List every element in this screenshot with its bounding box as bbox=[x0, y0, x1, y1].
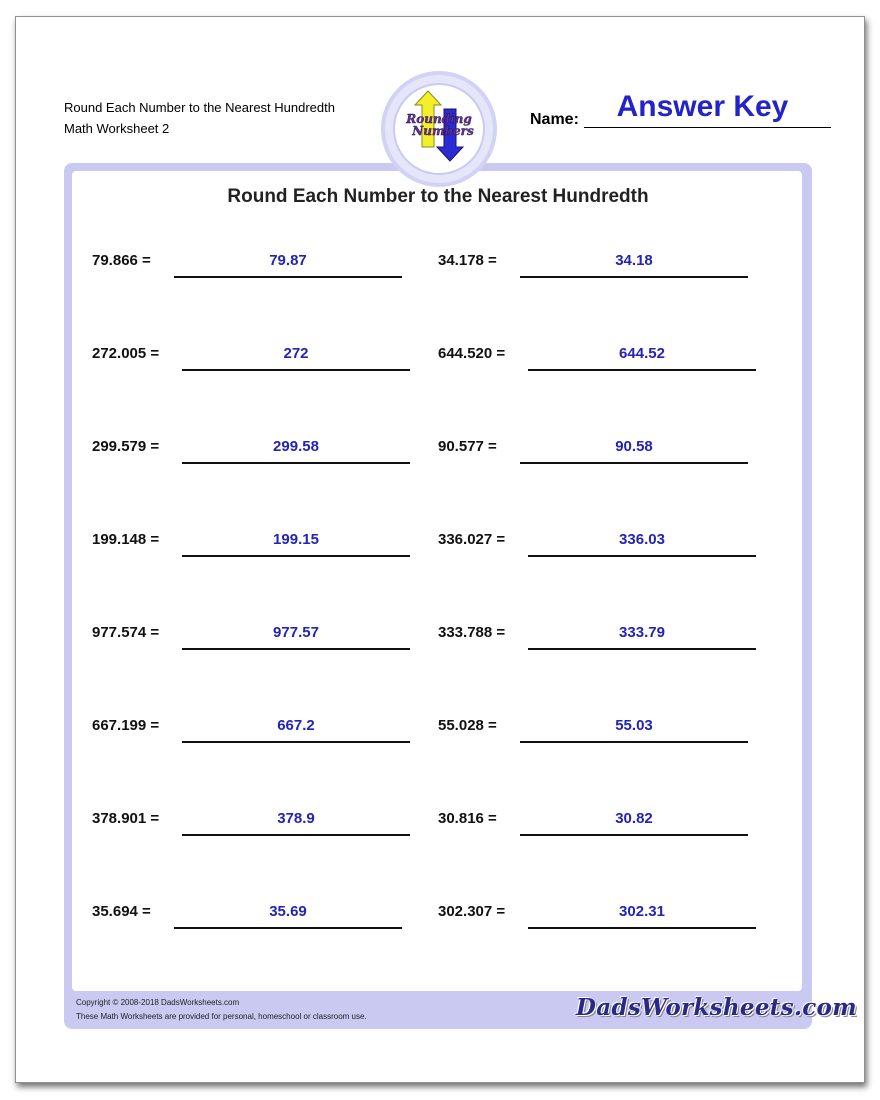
answer-line-left-7 bbox=[182, 834, 410, 836]
header-title-line2: Math Worksheet 2 bbox=[64, 121, 170, 136]
answer-line-left-6 bbox=[182, 741, 410, 743]
answer-left-3: 299.58 bbox=[273, 438, 319, 455]
problem-left-3: 299.579 = bbox=[92, 438, 160, 455]
problem-right-6: 55.028 = bbox=[438, 717, 497, 734]
answer-line-right-1 bbox=[520, 276, 748, 278]
header-title bbox=[64, 97, 335, 139]
answer-right-1: 34.18 bbox=[615, 252, 653, 269]
worksheet-frame bbox=[64, 163, 812, 1029]
problem-left-7: 378.901 = bbox=[92, 810, 160, 827]
answer-left-7: 378.9 bbox=[277, 810, 315, 827]
answer-line-right-7 bbox=[520, 834, 748, 836]
answer-line-right-6 bbox=[520, 741, 748, 743]
answer-line-right-4 bbox=[528, 555, 756, 557]
answer-right-5: 333.79 bbox=[619, 624, 665, 641]
problem-right-4: 336.027 = bbox=[438, 531, 506, 548]
name-label: Name: bbox=[530, 111, 579, 128]
answer-line-right-8 bbox=[528, 927, 756, 929]
answer-left-8: 35.69 bbox=[269, 903, 307, 920]
dadsworksheets-brand-logo: DadsWorksheets.com bbox=[576, 994, 857, 1021]
answer-left-5: 977.57 bbox=[273, 624, 319, 641]
answer-line-right-3 bbox=[520, 462, 748, 464]
problem-left-8: 35.694 = bbox=[92, 903, 151, 920]
answer-line-left-2 bbox=[182, 369, 410, 371]
logo-text-line1: Rounding bbox=[406, 112, 472, 126]
worksheet-frame-inner bbox=[72, 171, 802, 991]
problem-right-5: 333.788 = bbox=[438, 624, 506, 641]
answer-right-6: 55.03 bbox=[615, 717, 653, 734]
name-line bbox=[584, 127, 831, 128]
answer-left-6: 667.2 bbox=[277, 717, 315, 734]
problem-right-3: 90.577 = bbox=[438, 438, 497, 455]
answer-left-2: 272 bbox=[283, 345, 309, 362]
logo-inner-circle bbox=[393, 83, 485, 175]
answer-line-left-1 bbox=[174, 276, 402, 278]
answer-line-right-2 bbox=[528, 369, 756, 371]
problem-right-7: 30.816 = bbox=[438, 810, 497, 827]
problem-left-1: 79.866 = bbox=[92, 252, 151, 269]
answer-right-3: 90.58 bbox=[615, 438, 653, 455]
rounding-arrows-icon bbox=[395, 85, 483, 173]
answer-line-left-5 bbox=[182, 648, 410, 650]
answer-right-4: 336.03 bbox=[619, 531, 665, 548]
footer-notice: These Math Worksheets are provided for personal, homeschool or classroom use. bbox=[76, 1012, 367, 1021]
answer-line-right-5 bbox=[528, 648, 756, 650]
rounding-numbers-logo bbox=[381, 71, 497, 187]
logo-text-line2: Numbers bbox=[412, 124, 474, 138]
worksheet-title: Round Each Number to the Nearest Hundredth bbox=[227, 186, 649, 207]
problem-left-5: 977.574 = bbox=[92, 624, 160, 641]
answer-right-8: 302.31 bbox=[619, 903, 665, 920]
answer-line-left-4 bbox=[182, 555, 410, 557]
footer-copyright: Copyright © 2008-2018 DadsWorksheets.com bbox=[76, 998, 240, 1007]
answer-left-1: 79.87 bbox=[269, 252, 307, 269]
header-title-line1: Round Each Number to the Nearest Hundredth bbox=[64, 100, 335, 115]
problem-right-2: 644.520 = bbox=[438, 345, 506, 362]
answer-line-left-3 bbox=[182, 462, 410, 464]
problem-left-2: 272.005 = bbox=[92, 345, 160, 362]
answer-left-4: 199.15 bbox=[273, 531, 319, 548]
answer-line-left-8 bbox=[174, 927, 402, 929]
problem-left-4: 199.148 = bbox=[92, 531, 160, 548]
answer-right-7: 30.82 bbox=[615, 810, 653, 827]
problem-right-1: 34.178 = bbox=[438, 252, 497, 269]
answer-key-label: Answer Key bbox=[616, 90, 789, 123]
problem-right-8: 302.307 = bbox=[438, 903, 506, 920]
problem-left-6: 667.199 = bbox=[92, 717, 160, 734]
answer-right-2: 644.52 bbox=[619, 345, 665, 362]
